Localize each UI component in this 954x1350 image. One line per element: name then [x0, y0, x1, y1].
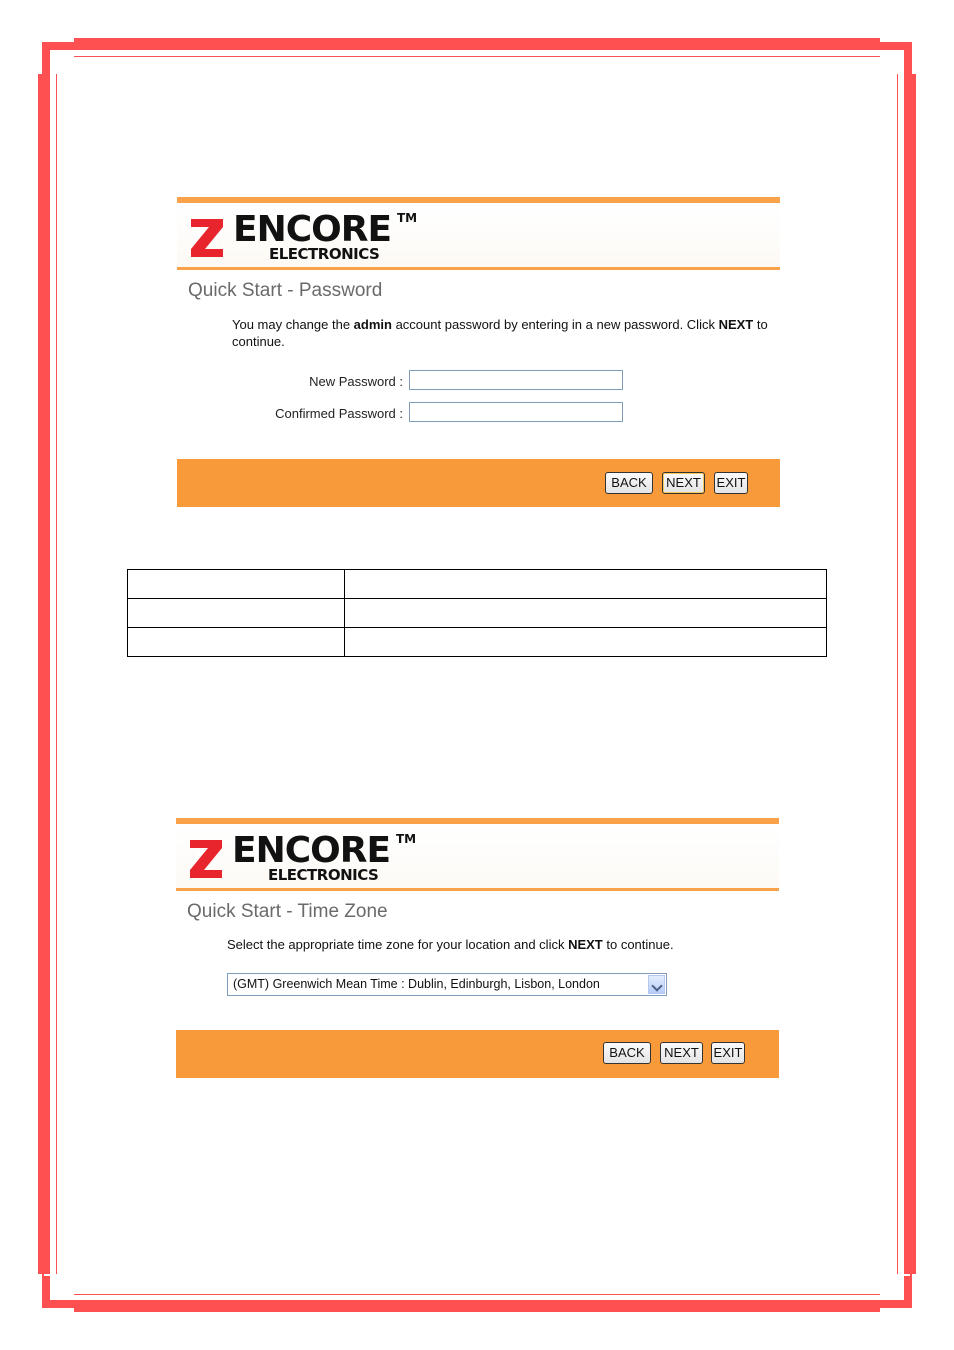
frame-right-border: [904, 74, 916, 1274]
desc-bold-admin: admin: [353, 317, 392, 332]
frame-inner-line: [74, 56, 880, 57]
new-password-input[interactable]: [409, 370, 623, 390]
page-title: Quick Start - Password: [188, 280, 383, 301]
exit-button[interactable]: EXIT: [714, 472, 748, 494]
timezone-selected-value: (GMT) Greenwich Mean Time : Dublin, Edinburgh, Lisbon, London: [233, 977, 600, 991]
desc-bold-next: NEXT: [718, 317, 754, 332]
brand-trademark: TM: [397, 211, 418, 225]
brand-header: [177, 203, 780, 270]
timezone-select[interactable]: [227, 973, 667, 996]
table-row: [128, 628, 827, 657]
confirm-password-input[interactable]: [409, 402, 623, 422]
desc-text: to continue.: [232, 317, 768, 349]
desc-text: You may change the: [232, 317, 354, 332]
brand-header: [176, 824, 779, 891]
table-cell: [345, 628, 827, 657]
page-title: Quick Start - Time Zone: [187, 901, 388, 922]
back-button[interactable]: BACK: [605, 472, 653, 494]
frame-inner-line: [74, 1294, 880, 1295]
table-cell: [128, 628, 345, 657]
button-bar: [177, 459, 780, 507]
table-cell: [345, 599, 827, 628]
timezone-description: [227, 936, 772, 953]
next-button[interactable]: NEXT: [660, 1042, 703, 1064]
frame-inner-line: [897, 74, 898, 1274]
table-cell: [128, 599, 345, 628]
frame-bottom-border: [74, 1300, 880, 1312]
next-button[interactable]: NEXT: [662, 472, 705, 494]
frame-inner-line: [56, 74, 57, 1274]
desc-text: to continue.: [602, 937, 674, 952]
password-panel: [177, 197, 780, 507]
frame-corner-outline: [878, 42, 912, 76]
table-row: [128, 599, 827, 628]
blank-table: [127, 569, 827, 657]
brand-name: ENCORE: [233, 209, 392, 250]
password-description: [232, 316, 777, 350]
frame-top-border: [74, 38, 880, 50]
frame-corner-outline: [878, 1274, 912, 1308]
encore-logo-icon: [186, 838, 226, 880]
desc-bold-next: NEXT: [568, 937, 603, 952]
back-button[interactable]: BACK: [603, 1042, 651, 1064]
desc-text: account password by entering in a new password. Click: [391, 317, 719, 332]
timezone-panel: [176, 818, 779, 1078]
brand-trademark: TM: [396, 832, 417, 846]
table-row: [128, 570, 827, 599]
brand-subtitle: ELECTRONICS: [269, 245, 380, 263]
chevron-down-icon[interactable]: [648, 975, 665, 994]
frame-corner-outline: [42, 1274, 76, 1308]
encore-logo-icon: [187, 217, 227, 259]
exit-button[interactable]: EXIT: [711, 1042, 745, 1064]
confirm-password-label: Confirmed Password :: [275, 406, 403, 421]
brand-name: ENCORE: [232, 830, 391, 871]
table-cell: [345, 570, 827, 599]
table-cell: [128, 570, 345, 599]
new-password-label: New Password :: [309, 374, 403, 389]
frame-left-border: [38, 74, 50, 1274]
button-bar: [176, 1030, 779, 1078]
desc-text: Select the appropriate time zone for your location and click: [227, 937, 569, 952]
frame-corner-outline: [42, 42, 76, 76]
brand-subtitle: ELECTRONICS: [268, 866, 379, 884]
